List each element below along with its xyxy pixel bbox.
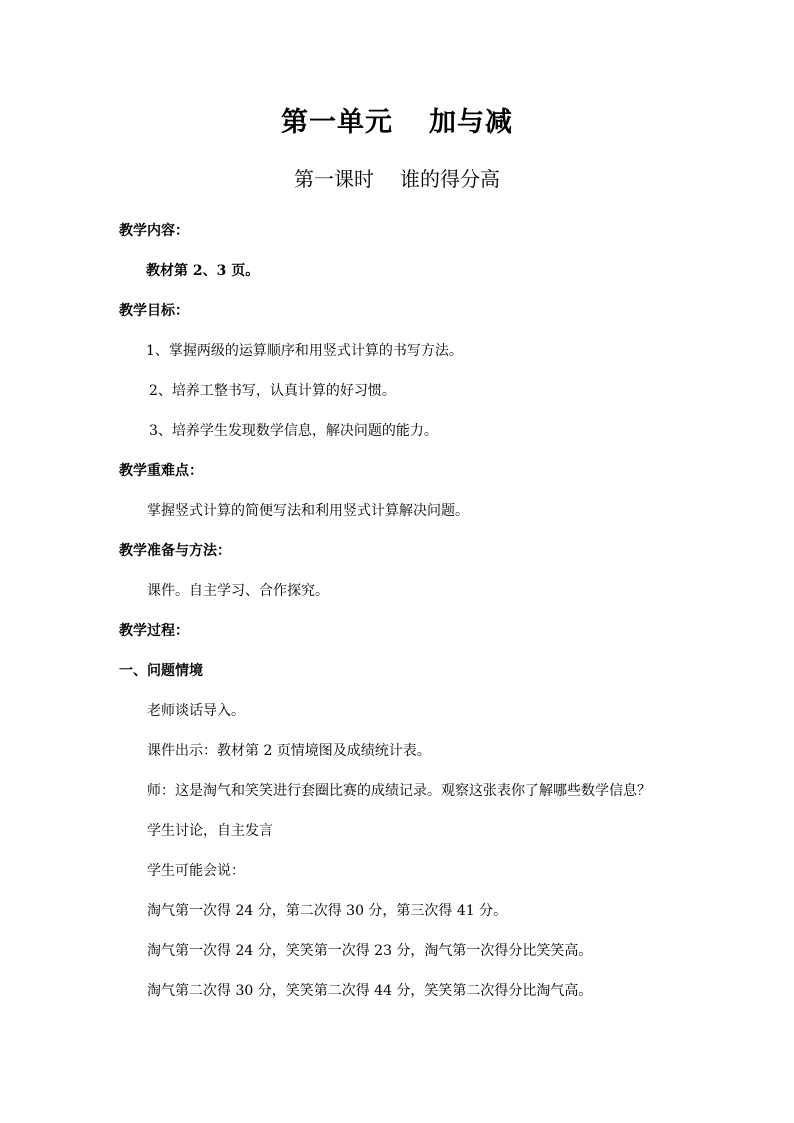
prep-heading: 教学准备与方法： (119, 543, 231, 559)
process-line-3: 师：这是淘气和笑笑进行套圈比赛的成绩记录。观察这张表你了解哪些数学信息？ (147, 783, 651, 799)
prep-text: 课件。自主学习、合作探究。 (147, 583, 329, 599)
process-heading: 教学过程： (119, 623, 189, 639)
unit-title (0, 100, 794, 139)
content-text: 教材第 2、3 页。 (146, 263, 260, 279)
lesson-title (0, 163, 794, 192)
process-line-7: 淘气第一次得 24 分，笑笑第一次得 23 分，淘气第一次得分比笑笑高。 (147, 943, 593, 959)
goal-item-3: 3、培养学生发现数学信息，解决问题的能力。 (149, 423, 438, 439)
process-line-2: 课件出示：教材第 2 页情境图及成绩统计表。 (147, 743, 431, 759)
lesson-title-number: 第一课时 (294, 167, 374, 191)
goal-item-2: 2、培养工整书写，认真计算的好习惯。 (149, 383, 396, 399)
lesson-title-topic: 谁的得分高 (400, 167, 500, 191)
process-line-1: 老师谈话导入。 (147, 703, 245, 719)
process-line-5: 学生可能会说： (147, 863, 245, 879)
keypoints-heading: 教学重难点： (119, 463, 203, 479)
goals-heading: 教学目标： (119, 303, 189, 319)
keypoints-text: 掌握竖式计算的简便写法和利用竖式计算解决问题。 (147, 503, 469, 519)
process-line-6: 淘气第一次得 24 分，第二次得 30 分，第三次得 41 分。 (147, 903, 508, 919)
goal-item-1: 1、掌握两级的运算顺序和用竖式计算的书写方法。 (146, 343, 463, 359)
unit-title-topic: 加与减 (429, 107, 513, 138)
content-heading: 教学内容： (119, 223, 189, 239)
process-line-8: 淘气第二次得 30 分，笑笑第二次得 44 分，笑笑第二次得分比淘气高。 (147, 983, 593, 999)
section-heading-1: 一、问题情境 (119, 663, 203, 679)
process-line-4: 学生讨论，自主发言 (147, 823, 273, 839)
unit-title-number: 第一单元 (281, 107, 393, 138)
